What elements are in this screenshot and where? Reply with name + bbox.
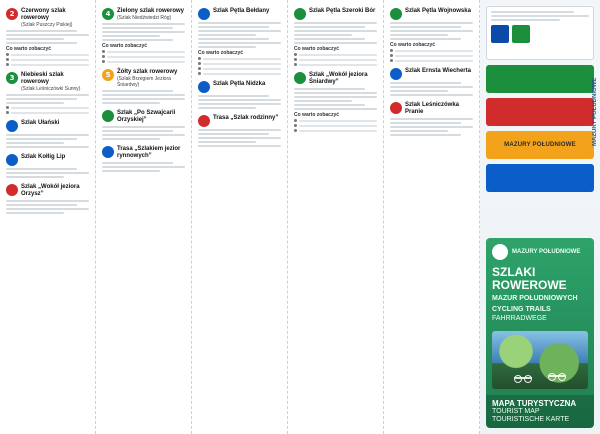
trail-block bbox=[102, 146, 185, 172]
subtitle-de: FAHRRADWEGE bbox=[492, 315, 547, 322]
trail-description bbox=[6, 168, 89, 178]
highlight-item bbox=[6, 58, 89, 61]
trail-subtitle: (Szlak Niedźwiedzi Róg) bbox=[117, 15, 172, 21]
trail-marker bbox=[390, 68, 402, 80]
map-label-pl: MAPA TURYSTYCZNA bbox=[492, 399, 577, 408]
trail-header bbox=[294, 72, 377, 86]
trail-header bbox=[6, 72, 89, 92]
trail-number-badge bbox=[6, 72, 18, 84]
trail-marker bbox=[198, 8, 210, 20]
trail-block bbox=[198, 81, 281, 109]
highlights-title: Co warto zobaczyć bbox=[102, 43, 148, 49]
bicycle-icon bbox=[514, 367, 532, 379]
bicycle-icon bbox=[548, 365, 566, 377]
trail-block bbox=[390, 68, 473, 96]
trail-title: Trasa „Szlak rodzinny” bbox=[213, 115, 279, 121]
column-4 bbox=[288, 0, 384, 434]
trail-header bbox=[294, 8, 377, 20]
trail-number-badge bbox=[6, 8, 18, 20]
highlight-item bbox=[294, 53, 377, 56]
trail-header bbox=[390, 8, 473, 20]
highlight-item bbox=[294, 129, 377, 132]
trail-title: Niebieski szlak rowerowy bbox=[21, 72, 64, 85]
trail-block bbox=[390, 8, 473, 62]
trail-header bbox=[6, 154, 89, 166]
trail-description bbox=[102, 90, 185, 104]
column-1 bbox=[0, 0, 96, 434]
highlight-item bbox=[390, 49, 473, 52]
highlights-title: Co warto zobaczyć bbox=[390, 42, 436, 48]
trail-title: Szlak Ernsta Wiecherta bbox=[405, 68, 471, 74]
trail-title: Szlak „Po Szwajcarii Orzyskiej” bbox=[117, 110, 176, 123]
map-label-en: TOURIST MAP bbox=[492, 408, 540, 415]
column-5 bbox=[384, 0, 480, 434]
trail-header bbox=[390, 102, 473, 116]
promo-strip: MAZURY POŁUDNIOWE bbox=[486, 131, 594, 159]
trail-block bbox=[102, 8, 185, 63]
trail-header bbox=[6, 8, 89, 28]
trail-block bbox=[198, 115, 281, 147]
trail-title: Szlak Pętla Nidzka bbox=[213, 81, 266, 87]
highlight-item bbox=[198, 67, 281, 70]
highlight-item bbox=[390, 54, 473, 57]
highlight-item bbox=[198, 57, 281, 60]
brand-text: MAZURY POŁUDNIOWE bbox=[512, 248, 581, 255]
trail-block bbox=[6, 8, 89, 66]
trail-marker bbox=[102, 110, 114, 122]
trail-block bbox=[6, 120, 89, 148]
promo-strip bbox=[486, 164, 594, 192]
promo-strip bbox=[486, 65, 594, 93]
highlight-item bbox=[198, 62, 281, 65]
trail-description bbox=[294, 22, 377, 44]
trail-title: Szlak Kołlig Lip bbox=[21, 154, 66, 160]
trail-description bbox=[390, 82, 473, 96]
trail-title: Szlak „Wokół jeziora Śniardwy” bbox=[309, 72, 368, 85]
column-3 bbox=[192, 0, 288, 434]
trail-title: Szlak Pętla Wojnowska bbox=[405, 8, 471, 14]
trail-description bbox=[102, 162, 185, 172]
trail-heading bbox=[117, 69, 185, 88]
trail-number: 2 bbox=[9, 10, 15, 18]
trail-block bbox=[6, 154, 89, 178]
column-2 bbox=[96, 0, 192, 434]
trail-header bbox=[198, 81, 281, 93]
trail-title: Trasa „Szlakiem jezior rynnowych” bbox=[117, 146, 181, 159]
logo-badge bbox=[512, 25, 530, 43]
map-label-band bbox=[486, 395, 594, 428]
highlights-title: Co warto zobaczyć bbox=[6, 46, 52, 52]
trail-description bbox=[6, 134, 89, 148]
trail-block bbox=[6, 72, 89, 114]
trail-subtitle: (Szlak Leśniczówki Sunny) bbox=[21, 86, 81, 92]
highlights-title: Co warto zobaczyć bbox=[198, 50, 244, 56]
subtitle-en: CYCLING TRAILS bbox=[492, 306, 551, 313]
trail-subtitle: (Szlak Puszczy Piskiej) bbox=[21, 22, 73, 28]
logo-badge bbox=[491, 25, 509, 43]
highlight-item bbox=[102, 50, 185, 53]
logo-row bbox=[491, 25, 589, 43]
promo-strip bbox=[486, 98, 594, 126]
highlight-item bbox=[198, 72, 281, 75]
trail-header bbox=[6, 120, 89, 132]
trail-description bbox=[198, 22, 281, 48]
trail-block bbox=[6, 184, 89, 214]
trail-description bbox=[390, 22, 473, 40]
highlight-item bbox=[102, 60, 185, 63]
trail-block bbox=[390, 102, 473, 136]
brand-logo-icon bbox=[492, 244, 508, 260]
highlight-item bbox=[294, 119, 377, 122]
trail-block bbox=[102, 69, 185, 104]
trail-header bbox=[390, 68, 473, 80]
trail-block bbox=[294, 72, 377, 132]
highlight-item bbox=[6, 111, 89, 114]
trail-marker bbox=[390, 102, 402, 114]
trail-header bbox=[102, 8, 185, 21]
trail-marker bbox=[6, 154, 18, 166]
trail-description bbox=[198, 129, 281, 147]
trail-marker bbox=[6, 120, 18, 132]
trail-description bbox=[6, 30, 89, 44]
trail-header bbox=[102, 146, 185, 160]
trail-block bbox=[294, 8, 377, 66]
trail-number: 4 bbox=[105, 10, 111, 18]
trail-title: Szlak Pętla Bełdany bbox=[213, 8, 270, 14]
trail-header bbox=[198, 115, 281, 127]
highlight-item bbox=[6, 63, 89, 66]
trail-description bbox=[102, 23, 185, 41]
main-title: SZLAKI ROWEROWE bbox=[492, 265, 567, 292]
trail-title: Szlak Leśniczówka Pranie bbox=[405, 102, 460, 115]
highlight-item bbox=[294, 58, 377, 61]
highlights-title: Co warto zobaczyć bbox=[294, 46, 340, 52]
brand bbox=[486, 238, 594, 264]
highlight-item bbox=[6, 106, 89, 109]
vertical-heading: MAZURY POŁUDNIOWE bbox=[592, 77, 598, 146]
trail-header bbox=[6, 184, 89, 198]
trail-number-badge bbox=[102, 8, 114, 20]
info-box bbox=[486, 6, 594, 60]
highlights-title: Co warto zobaczyć bbox=[294, 112, 340, 118]
trail-title: Żółty szlak rowerowy bbox=[117, 69, 178, 75]
trail-marker bbox=[102, 146, 114, 158]
trail-description bbox=[6, 94, 89, 104]
trail-marker bbox=[390, 8, 402, 20]
trail-title: Szlak Pętla Szeroki Bór bbox=[309, 8, 376, 14]
trail-marker bbox=[198, 81, 210, 93]
highlight-item bbox=[102, 55, 185, 58]
map-label-de: TOURISTISCHE KARTE bbox=[492, 416, 570, 423]
trail-header bbox=[102, 69, 185, 88]
highlight-item bbox=[6, 53, 89, 56]
trail-header bbox=[198, 8, 281, 20]
trail-number: 3 bbox=[9, 74, 15, 82]
trail-heading bbox=[21, 72, 89, 92]
trail-title: Zielony szlak rowerowy bbox=[117, 8, 185, 14]
trail-marker bbox=[294, 72, 306, 84]
trail-description bbox=[390, 118, 473, 136]
trail-description bbox=[198, 95, 281, 109]
trail-title: Szlak „Wokół jeziora Orzysz” bbox=[21, 184, 80, 197]
trail-description bbox=[294, 88, 377, 110]
trail-marker bbox=[294, 8, 306, 20]
trail-number-badge bbox=[102, 69, 114, 81]
trail-block bbox=[198, 8, 281, 75]
trail-heading bbox=[117, 8, 184, 21]
trail-heading bbox=[21, 8, 89, 28]
trail-subtitle: (Szlak Brzegiem Jeziora Śniardwy) bbox=[117, 76, 171, 88]
trail-block bbox=[102, 110, 185, 140]
trail-description bbox=[6, 200, 89, 214]
highlight-item bbox=[294, 124, 377, 127]
title-panel bbox=[486, 238, 594, 428]
cover-panel bbox=[480, 0, 600, 434]
highlight-item bbox=[294, 63, 377, 66]
trail-title: Czerwony szlak rowerowy bbox=[21, 8, 66, 21]
trail-marker bbox=[6, 184, 18, 196]
highlight-item bbox=[390, 59, 473, 62]
trail-description bbox=[102, 126, 185, 140]
trail-marker bbox=[198, 115, 210, 127]
trail-header bbox=[102, 110, 185, 124]
trail-number: 5 bbox=[105, 71, 111, 79]
cover-photo bbox=[492, 331, 588, 389]
main-title-2: MAZUR POŁUDNIOWYCH bbox=[492, 295, 578, 302]
trail-title: Szlak Ułański bbox=[21, 120, 60, 126]
